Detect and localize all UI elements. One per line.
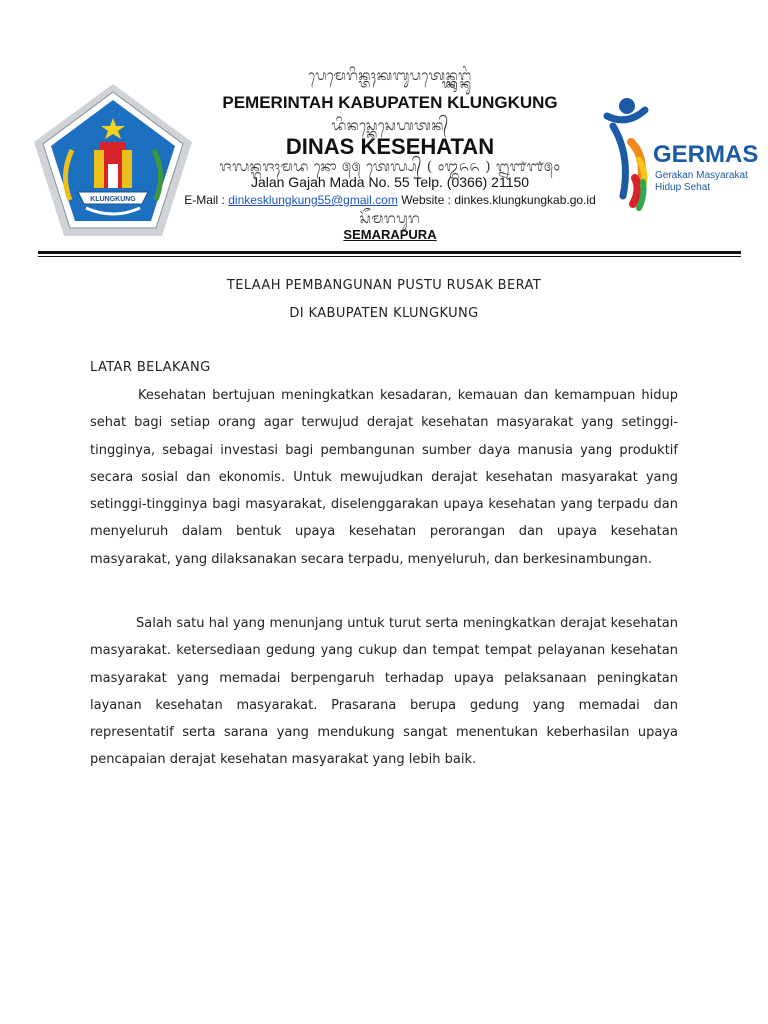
department-name: DINAS KESEHATAN [285,134,495,159]
website-link[interactable]: dinkes.klungkungkab.go.id [454,193,596,207]
contact-line [150,193,630,207]
body-paragraph-1: Kesehatan bertujuan meningkatkan kesadaran, kemauan dan kemampuan hidup sehat bagi setiap orang agar terwujud derajat kesehatan masyarakat yang setinggi-tingginya, sebagai investasi bagi pembangunan sumber daya manusia yang produktif secara sosial dan ekonomis. Untuk mewujudkan derajat kesehatan masyarakat yang setinggi-tingginya bagi masyarakat, diselenggarakan upaya kesehatan yang terpadu dan menyeluruh dalam bentuk upaya kesehatan perorangan dan upaya kesehatan masyarakat, yang dilaksanakan secara terpadu, menyeluruh, dan berkesinambungan. [90,388,678,567]
email-label: E-Mail : [184,193,229,207]
germas-tagline-1: Gerakan Masyarakat [655,170,748,181]
letterhead-rule-thick [38,251,741,254]
document-title-line-1: TELAAH PEMBANGUNAN PUSTU RUSAK BERAT [226,278,542,293]
balinese-script-line-1: ᬧᬾᬫᬾᬭᬶᬦ᭄ᬢᬄᬓᬩᬸᬧᬢᬾᬦ᭄ᬓ᭄ᬮᬸᬗ᭄ᬓᬸᬂ [308,68,472,84]
balinese-script-line-3: ᬚᬮᬦ᭄ᬕᬚᬄᬫᬤ ᬦᭀ ᭕᭕ ᬢᬾᬮ᭄ᬧ᭄ ( ᭐᭓᭖᭖ ) ᭒᭑᭑᭕᭐ [219,159,561,175]
government-name: PEMERINTAH KABUPATEN KLUNGKUNG [222,93,558,112]
germas-tagline-2: Hidup Sehat [655,182,711,193]
office-address: Jalan Gajah Mada No. 55 Telp. (0366) 21150 [250,174,530,190]
document-title-line-2: DI KABUPATEN KLUNGKUNG [289,306,479,321]
germas-logo [601,86,759,216]
body-paragraph-2: Salah satu hal yang menunjang untuk turut serta meningkatkan derajat kesehatan masyarakat. ketersediaan gedung yang cukup dan tempat tempat pelayanan kesehatan masyarakat yang memadai berpengaruh terhadap upaya pelaksanaan peningkatan layanan kesehatan masyarakat. Prasarana berupa gedung yang memadai dan representatif serta sarana yang mendukung sangat menentukan keberhasilan upaya pencapaian derajat kesehatan masyarakat yang lebih baik. [90,616,678,768]
section-heading: LATAR BELAKANG [90,360,211,375]
letterhead-rule-thin [38,256,741,257]
email-link[interactable]: dinkesklungkung55@gmail.com [228,193,398,207]
germas-title: GERMAS [653,141,759,168]
balinese-script-line-2: ᬤᬶᬦᬲ᭄ᬓᬾᬲᬾᬳᬢᬦ᭄ [331,118,449,134]
logo-ribbon-text: KLUNGKUNG [90,196,136,203]
website-label: Website : [401,193,455,207]
balinese-script-line-4: ᬲᭂᬫᬭᬧᬸᬭ [359,211,421,227]
city-name: SEMARAPURA [343,227,437,242]
